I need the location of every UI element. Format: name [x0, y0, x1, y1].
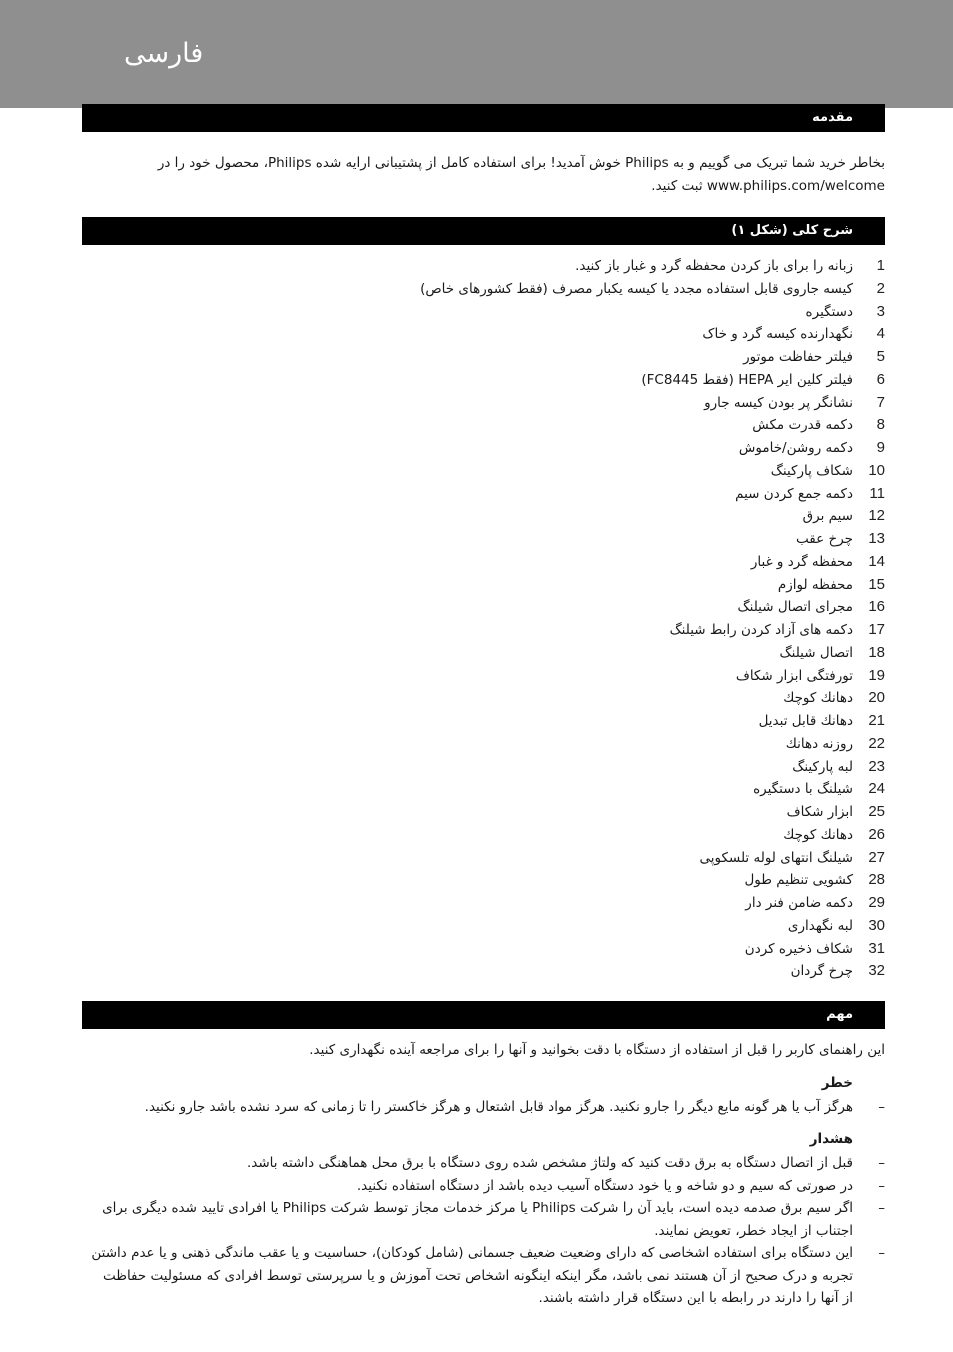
- part-number: 22: [868, 734, 885, 752]
- parts-list-item: [300, 710, 885, 733]
- bullet-text: در صورتی که سیم و دو شاخه و یا خود دستگاه آسیب دیده باشد از دستگاه استفاده نکنید.: [356, 1177, 853, 1194]
- part-number: 5: [876, 348, 885, 365]
- part-label: روزنه دهانك: [785, 735, 853, 752]
- part-label: دهانك كوچك: [783, 690, 853, 707]
- part-label: محفظه لوازم: [777, 576, 853, 593]
- part-number: 6: [876, 370, 885, 388]
- part-label: کیسه جاروی قابل استفاده مجدد یا کیسه یکبار مصرف (فقط کشورهای خاص): [420, 280, 853, 297]
- part-label: فیلتر حفاظت موتور: [743, 349, 853, 365]
- parts-list-item: [300, 756, 885, 779]
- parts-list-item: [300, 596, 885, 619]
- parts-list-item: [300, 892, 885, 915]
- parts-list-item: [300, 551, 885, 574]
- parts-list-item: [300, 778, 885, 801]
- language-title: فارسی: [124, 38, 204, 69]
- intro-paragraph: بخاطر خرید شما تبریک می گوییم و به Philips خوش آمدید! برای استفاده کامل از پشتیبانی ارایه شده Philips، محصول خود را در www.philips.com/welcome ثبت کنید.: [157, 155, 885, 194]
- parts-list-item: [300, 437, 885, 460]
- part-number: 24: [868, 780, 885, 798]
- part-number: 23: [868, 757, 885, 775]
- parts-list-item: [300, 574, 885, 597]
- section-heading-overview: شرح کلی (شکل ۱): [82, 217, 885, 245]
- part-label: نگهدارنده کیسه گرد و خاک: [702, 326, 853, 343]
- part-number: 3: [876, 302, 885, 320]
- part-number: 17: [868, 621, 885, 638]
- parts-list-item: [300, 346, 885, 369]
- parts-list-item: [300, 369, 885, 392]
- part-label: دکمه قدرت مکش: [752, 417, 853, 434]
- part-number: 1: [876, 257, 885, 274]
- part-label: فیلتر کلین ایر HEPA (فقط FC8445): [641, 371, 853, 388]
- part-label: دکمه جمع کردن سیم: [735, 485, 853, 502]
- part-number: 28: [868, 871, 885, 889]
- part-number: 10: [868, 461, 885, 479]
- dash-marker: –: [878, 1099, 885, 1115]
- part-number: 8: [876, 416, 885, 434]
- parts-list-item: [300, 301, 885, 324]
- part-label: دکمه روشن/خاموش: [738, 440, 853, 456]
- parts-list-item: [300, 960, 885, 983]
- parts-list-item: [300, 278, 885, 301]
- part-number: 15: [868, 575, 885, 593]
- part-number: 19: [868, 666, 885, 684]
- part-label: لبه پارکینگ: [792, 758, 853, 775]
- part-number: 4: [876, 325, 885, 343]
- part-number: 11: [869, 484, 885, 502]
- part-number: 2: [876, 279, 885, 297]
- section-heading-intro: مقدمه: [82, 104, 885, 132]
- part-number: 21: [868, 712, 885, 729]
- part-label: سیم برق: [802, 508, 853, 525]
- part-label: کشویی تنظیم طول: [744, 872, 853, 889]
- bullet-text: هرگز آب یا هر گونه مایع دیگر را جارو نکنید. هرگز مواد قابل اشتعال و هرگز خاکستر را تا زمانی که سرد نشده باشد جارو نکنید.: [144, 1099, 853, 1115]
- parts-list-item: [300, 869, 885, 892]
- bullet-item: [90, 1175, 885, 1198]
- dash-marker: –: [878, 1245, 885, 1261]
- parts-list-item: [300, 392, 885, 415]
- dash-marker: –: [878, 1200, 885, 1216]
- part-label: چرخ گردان: [790, 963, 853, 980]
- part-number: 30: [868, 916, 885, 934]
- part-label: اتصال شیلنگ: [779, 644, 853, 661]
- part-label: ابزار شکاف: [786, 804, 853, 820]
- bullet-text: اگر سیم برق صدمه دیده است، باید آن را شرکت Philips یا مرکز خدمات مجاز توسط شرکت Philips یا افرادی تایید شده دیگری برای اجتناب از ایجاد خطر، تعویض نمایند.: [102, 1200, 853, 1239]
- parts-list-item: [300, 483, 885, 506]
- part-label: محفظه گرد و غبار: [750, 553, 853, 570]
- part-number: 13: [868, 530, 885, 547]
- part-number: 27: [868, 848, 885, 866]
- part-number: 12: [868, 507, 885, 525]
- important-intro: این راهنمای کاربر را قبل از استفاده از دستگاه با دقت بخوانید و آنها را برای مراجعه آینده نگهداری کنید.: [309, 1042, 885, 1058]
- part-number: 29: [868, 894, 885, 911]
- bullet-text: این دستگاه برای استفاده اشخاصی که دارای وضعیت ضعیف جسمانی (شامل کودکان)، حساسیت و یا عقب ماندگی ذهنی و یا عدم داشتن تجربه و درک صحیح از آن هستند نمی باشد، مگر اینکه اینگونه اشخاص تحت آموزش و یا سرپرستی توسط افرادی که مسئولیت حفاظت از آنها را دارند در رابطه با این دستگاه قرار داشته باشند.: [91, 1245, 853, 1306]
- part-number: 32: [868, 962, 885, 980]
- parts-list-item: [300, 687, 885, 710]
- bullet-item: [90, 1096, 885, 1119]
- part-label: شکاف ذخیره کردن: [744, 940, 853, 957]
- part-label: شکاف پارکینگ: [770, 462, 853, 479]
- part-label: شیلنگ با دستگیره: [753, 781, 853, 798]
- part-label: تورفتگی ابزار شکاف: [735, 667, 853, 684]
- part-label: چرخ عقب: [796, 531, 853, 547]
- part-number: 25: [868, 803, 885, 820]
- bullet-item: [90, 1242, 885, 1310]
- dash-marker: –: [878, 1155, 885, 1171]
- part-label: مجرای اتصال شیلنگ: [737, 599, 853, 616]
- section-heading-important: مهم: [82, 1001, 885, 1029]
- warning-heading: هشدار: [809, 1131, 853, 1147]
- part-number: 16: [868, 598, 885, 616]
- part-label: شیلنگ انتهای لوله تلسکوپی: [699, 849, 853, 866]
- part-label: دهانك كوچك: [783, 826, 853, 843]
- bullet-item: [90, 1197, 885, 1242]
- parts-list-item: [300, 938, 885, 961]
- part-number: 20: [868, 689, 885, 707]
- parts-list-item: [300, 619, 885, 642]
- parts-list-item: [300, 824, 885, 847]
- parts-list-item: [300, 414, 885, 437]
- part-number: 18: [868, 643, 885, 661]
- part-number: 31: [868, 939, 885, 957]
- parts-list-item: [300, 505, 885, 528]
- part-label: زبانه را برای باز کردن محفظه گرد و غبار باز کنید.: [575, 258, 853, 274]
- part-label: نشانگر پر بودن کیسه جارو: [704, 394, 853, 411]
- header-band: [0, 0, 953, 108]
- parts-list-item: [300, 801, 885, 824]
- dash-marker: –: [878, 1177, 885, 1194]
- parts-list-item: [300, 915, 885, 938]
- part-label: دستگیره: [805, 303, 853, 320]
- bullet-text: قبل از اتصال دستگاه به برق دقت کنید که ولتاژ مشخص شده روی دستگاه با برق محل هماهنگی داشته باشد.: [246, 1155, 853, 1171]
- part-label: لبه نگهداری: [787, 917, 853, 934]
- part-label: دکمه ضامن فنر دار: [745, 895, 853, 911]
- part-number: 7: [876, 393, 885, 411]
- warning-list: [90, 1152, 885, 1310]
- part-number: 9: [876, 439, 885, 456]
- parts-list-item: [300, 642, 885, 665]
- part-number: 14: [868, 552, 885, 570]
- danger-list: [90, 1096, 885, 1119]
- danger-heading: خطر: [821, 1075, 853, 1091]
- part-number: 26: [868, 825, 885, 843]
- parts-list-item: [300, 528, 885, 551]
- parts-list-item: [300, 460, 885, 483]
- parts-list-item: [300, 847, 885, 870]
- parts-list-item: [300, 255, 885, 278]
- part-label: دکمه های آزاد کردن رابط شیلنگ: [669, 622, 853, 638]
- parts-list-item: [300, 733, 885, 756]
- parts-list-item: [300, 323, 885, 346]
- parts-list: [300, 255, 885, 983]
- parts-list-item: [300, 665, 885, 688]
- bullet-item: [90, 1152, 885, 1175]
- part-label: دهانك قابل تبدیل: [758, 713, 853, 729]
